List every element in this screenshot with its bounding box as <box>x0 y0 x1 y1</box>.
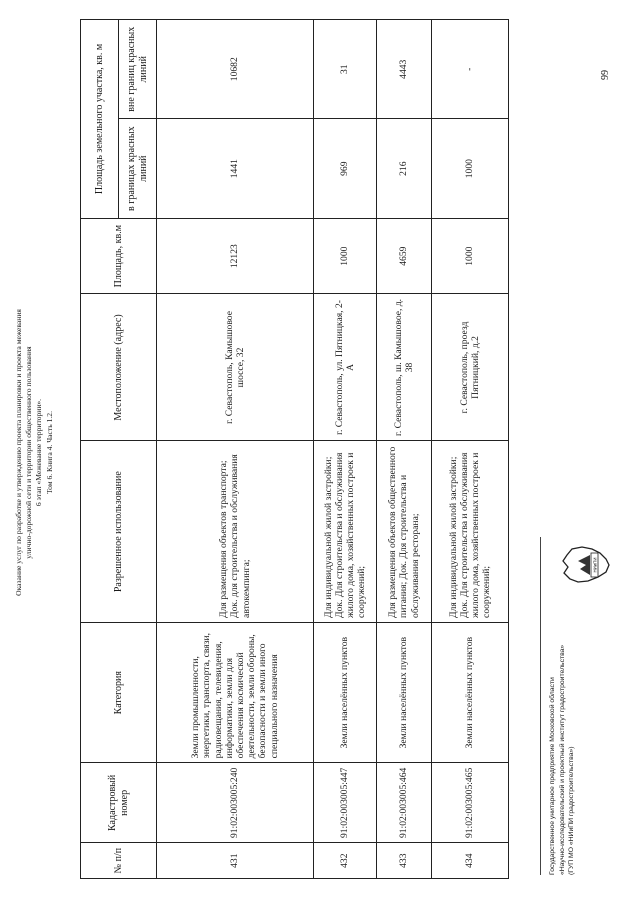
header-line: Оказание услуг по разработке и утверждению проекта планировки и проекта межевания <box>14 309 23 596</box>
cell-cadastral: 91:02:003005:465 <box>432 763 509 843</box>
header-category: Категория <box>81 622 157 762</box>
cell-num: 431 <box>157 843 314 879</box>
cell-location: г. Севастополь, Камышовое шоссе, 32 <box>157 294 314 441</box>
cell-use: Для размещения объектов транспорта; Док. для строительства и обслуживания автокемпинга; <box>157 441 314 623</box>
cell-area: 4659 <box>377 218 432 294</box>
page-number: 99 <box>600 70 611 80</box>
land-plot-table <box>80 19 509 879</box>
footer-divider <box>540 537 541 875</box>
cell-cadastral: 91:02:003005:240 <box>157 763 314 843</box>
table-row <box>157 20 314 879</box>
cell-category: Земли населённых пунктов <box>377 622 432 762</box>
header-location: Местоположение (адрес) <box>81 294 157 441</box>
header-plot-area-group: Площадь земельного участка, кв. м <box>81 20 119 219</box>
cell-category: Земли населённых пунктов <box>314 622 377 762</box>
cell-location: г. Севастополь, проезд Пятницкий, д.2 <box>432 294 509 441</box>
cell-use: Для индивидуальной жилой застройки; Док. Для строительства и обслуживания жилого дома, хозяйственных построек и сооружений; <box>314 441 377 623</box>
header-num: № п/п <box>81 843 157 879</box>
header-use: Разрешенное использование <box>81 441 157 623</box>
footer-line: (ГУП МО «НИиПИ градостроительства») <box>568 746 576 875</box>
cell-use: Для индивидуальной жилой застройки; Док. Для строительства и обслуживания жилого дома, хозяйственных построек и сооружений; <box>432 441 509 623</box>
cell-in-red: 216 <box>377 119 432 218</box>
header-area: Площадь, кв.м <box>81 218 157 294</box>
cell-in-red: 1441 <box>157 119 314 218</box>
header-line: Том 6. Книга 4. Часть 1.2. <box>44 411 54 494</box>
cell-category: Земли населённых пунктов <box>432 622 509 762</box>
document-header <box>14 0 55 905</box>
cell-area: 1000 <box>432 218 509 294</box>
cell-out-red: 10682 <box>157 20 314 119</box>
cell-cadastral: 91:02:003005:447 <box>314 763 377 843</box>
cell-category: Земли промышленности, энергетики, транспорта, связи, радиовещания, телевидения, информатики, земли для обеспечения космической деятельности, земли обороны, безопасности и земли иного специального назначения <box>157 622 314 762</box>
header-out-red-lines: вне границ красных линий <box>119 20 157 119</box>
header-cadastral: Кадастровый номер <box>81 763 157 843</box>
cell-area: 1000 <box>314 218 377 294</box>
table-row <box>432 20 509 879</box>
cell-num: 434 <box>432 843 509 879</box>
header-line: улично-дорожной сети и территории общественного пользования <box>24 346 34 559</box>
cell-out-red: - <box>432 20 509 119</box>
logo-text: НИиПИ <box>592 557 598 573</box>
footer-organization <box>548 645 577 875</box>
header-line: 6 этап «Межевание территории». <box>34 398 44 507</box>
cell-location: г. Севастополь, ш. Камышовое, д. 38 <box>377 294 432 441</box>
cell-out-red: 4443 <box>377 20 432 119</box>
table-row <box>377 20 432 879</box>
cell-area: 12123 <box>157 218 314 294</box>
header-in-red-lines: в границах красных линий <box>119 119 157 218</box>
cell-cadastral: 91:02:003005:464 <box>377 763 432 843</box>
cell-in-red: 969 <box>314 119 377 218</box>
cell-out-red: 31 <box>314 20 377 119</box>
footer-line: «Научно-исследовательский и проектный институт градостроительства» <box>558 644 566 875</box>
cell-num: 433 <box>377 843 432 879</box>
cell-num: 432 <box>314 843 377 879</box>
cell-use: Для размещения объектов общественного питания; Док. Для строительства и обслуживания ресторана; <box>377 441 432 623</box>
cell-in-red: 1000 <box>432 119 509 218</box>
table-row <box>314 20 377 879</box>
footer-line: Государственное унитарное предприятие Московской области <box>549 677 556 875</box>
cell-location: г. Севастополь, ул. Пятницкая, 2-А <box>314 294 377 441</box>
institute-logo-icon <box>560 543 612 587</box>
